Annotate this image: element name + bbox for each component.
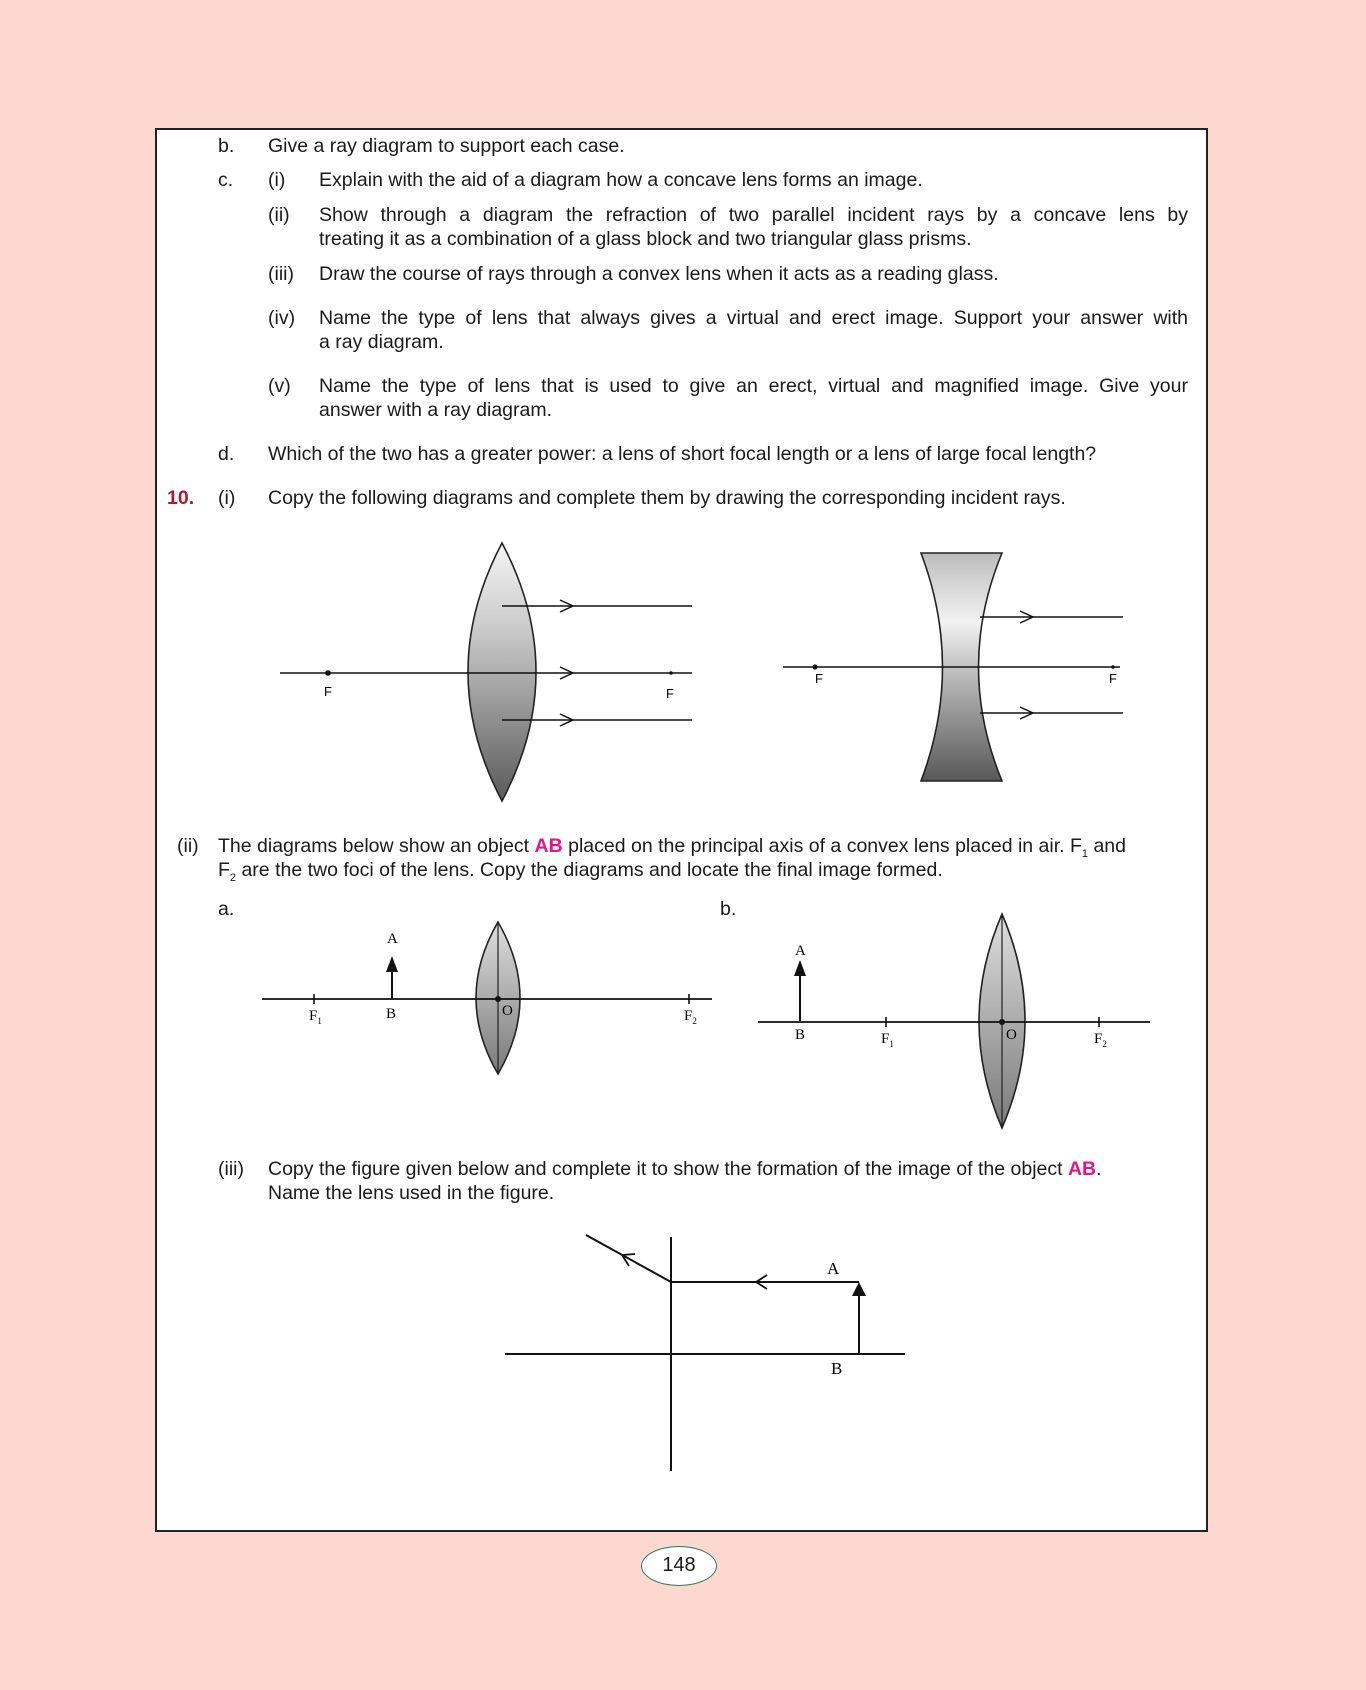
question-c-ii-text	[319, 203, 1188, 227]
label-a: A	[387, 931, 398, 947]
label-f2-subscript: 2	[1102, 1039, 1107, 1049]
question-10-ii-num: (ii)	[177, 835, 199, 857]
object-ab-highlight: AB	[1067, 1158, 1097, 1180]
label-f2-letter: F	[1094, 1031, 1103, 1047]
question-10-number: 10.	[167, 487, 195, 509]
text-segment: and	[1088, 835, 1126, 857]
focus-point-left	[325, 670, 331, 676]
text-segment: are the two foci of the lens. Copy the diagrams and locate the final image formed.	[236, 859, 943, 881]
label-f1-letter: F	[309, 1008, 318, 1024]
label-a: A	[827, 1259, 840, 1278]
question-c-iv-num: (iv)	[268, 307, 296, 329]
label-f2	[684, 1008, 697, 1026]
label-f1-subscript: 1	[889, 1039, 894, 1049]
optical-centre-point	[999, 1019, 1005, 1025]
question-c-ii-num: (ii)	[268, 204, 290, 226]
question-c-iv-line-1: Name the type of lens that always gives a virtual and erect image. Support your answer with	[319, 307, 1188, 329]
question-10-iii-line-1	[268, 1157, 1188, 1181]
question-c-iv-line-2: a ray diagram.	[319, 331, 444, 353]
question-10-i-text: Copy the following diagrams and complete them by drawing the corresponding incident rays.	[268, 487, 1066, 509]
label-f1-subscript: 1	[317, 1016, 322, 1026]
question-d-label: d.	[218, 443, 235, 465]
label-f1	[881, 1031, 894, 1049]
focus-label-right: F	[1109, 671, 1117, 686]
question-c-ii-line-1: Show through a diagram the refraction of two parallel incident rays by a concave lens by	[319, 204, 1188, 226]
label-b: B	[386, 1006, 397, 1022]
question-d-text: Which of the two has a greater power: a lens of short focal length or a lens of large focal length?	[268, 443, 1097, 465]
focus-label-left: F	[815, 671, 823, 686]
question-c-iii-num: (iii)	[268, 263, 294, 285]
text-segment: Copy the figure given below and complete it to show the formation of the image of the object	[268, 1158, 1068, 1180]
question-10-ii-line-2	[218, 858, 943, 890]
question-b-label: b.	[218, 135, 235, 157]
convex-lens-diagram	[270, 540, 710, 805]
text-segment: F	[218, 859, 230, 881]
label-o: O	[1006, 1027, 1017, 1043]
concave-lens-diagram	[780, 550, 1130, 785]
question-c-iii-text: Draw the course of rays through a convex lens when it acts as a reading glass.	[319, 263, 999, 285]
label-o: O	[502, 1003, 513, 1019]
subscript: 1	[1081, 847, 1089, 860]
label-f1	[309, 1008, 322, 1026]
refracted-ray	[586, 1235, 671, 1282]
object-ab-highlight: AB	[534, 835, 563, 857]
subscript: 2	[229, 871, 237, 884]
label-b: B	[795, 1027, 806, 1043]
object-arrowhead	[852, 1282, 866, 1296]
question-c-v-line-1: Name the type of lens that is used to give an erect, virtual and magnified image. Give your	[319, 375, 1188, 397]
optical-centre-point	[495, 996, 501, 1002]
question-c-ii-line-2: treating it as a combination of a glass block and two triangular glass prisms.	[319, 228, 972, 250]
object-arrowhead	[386, 956, 398, 972]
focus-label-right: F	[666, 686, 674, 701]
focus-point-right	[1111, 665, 1115, 669]
text-segment: placed on the principal axis of a convex lens placed in air. F	[562, 835, 1082, 857]
question-c-label: c.	[218, 169, 234, 191]
convex-lens-shape	[468, 543, 536, 801]
focus-point-right	[669, 671, 673, 675]
label-f2	[1094, 1031, 1107, 1049]
question-c-v-num: (v)	[268, 375, 291, 397]
question-c-iv-text	[319, 306, 1188, 330]
question-10-iii-num: (iii)	[218, 1158, 244, 1180]
diagram-iii-lens-figure	[500, 1230, 920, 1475]
page-number: 148	[641, 1546, 717, 1586]
diagram-b-object-beyond-f	[756, 912, 1156, 1132]
label-a: A	[795, 943, 806, 959]
question-c-i-num: (i)	[268, 169, 286, 191]
question-b-text: Give a ray diagram to support each case.	[268, 135, 625, 157]
question-10-i-num: (i)	[218, 487, 236, 509]
question-c-i-text: Explain with the aid of a diagram how a concave lens forms an image.	[319, 169, 923, 191]
focus-point-left	[812, 664, 817, 669]
label-f1-letter: F	[881, 1031, 890, 1047]
question-c-v-line-2: answer with a ray diagram.	[319, 399, 553, 421]
text-segment: The diagrams below show an object	[218, 835, 535, 857]
question-10-iii-line-2: Name the lens used in the figure.	[268, 1182, 555, 1204]
sub-question-b-label: b.	[720, 898, 737, 920]
line-segment	[268, 1157, 1102, 1181]
object-arrowhead	[794, 960, 806, 976]
text-segment: .	[1096, 1158, 1102, 1180]
diagram-a-object-beyond-f	[262, 920, 712, 1080]
label-f2-letter: F	[684, 1008, 693, 1024]
question-10-iii-line-1-body	[268, 1157, 1188, 1181]
question-c-v-text	[319, 374, 1188, 398]
sub-question-a-label: a.	[218, 898, 235, 920]
label-b: B	[831, 1359, 843, 1378]
focus-label-left: F	[324, 684, 332, 699]
label-f2-subscript: 2	[692, 1016, 697, 1026]
